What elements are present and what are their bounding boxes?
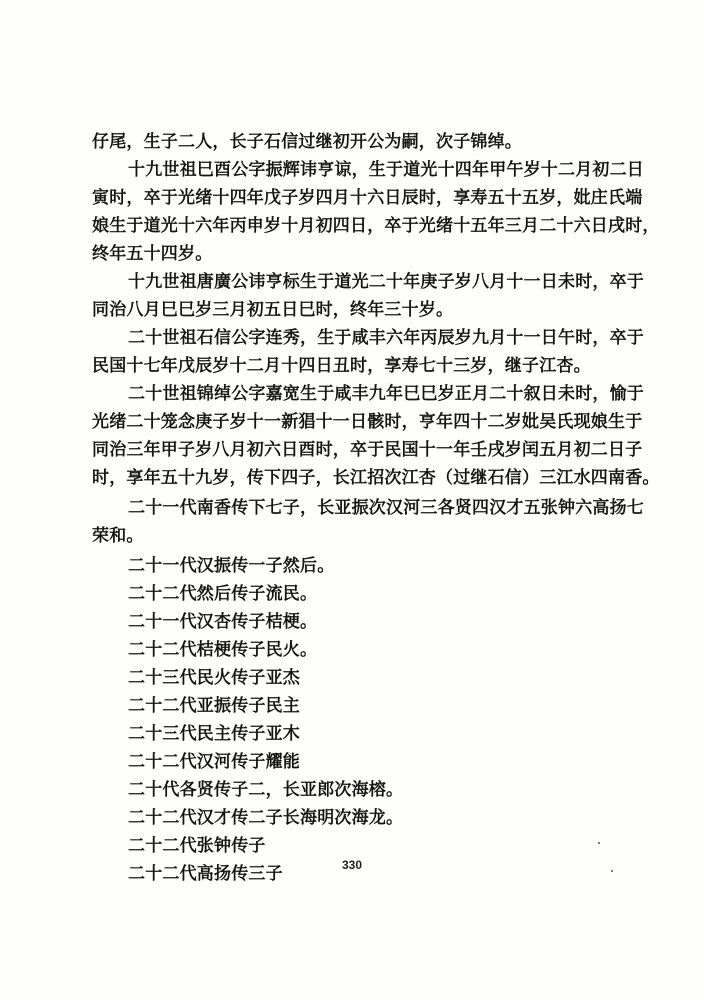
text-line: 十九世祖巳酉公字振辉讳亨谅，生于道光十四年甲午岁十二月初二日 xyxy=(128,160,644,180)
text-line: 寅时，卒于光绪十四年戊子岁四月十六日辰时，享寿五十五岁，妣庄氏端 xyxy=(92,188,643,208)
text-line: 同治三年甲子岁八月初六日酉时，卒于民国十一年壬戌岁闰五月初二日子 xyxy=(92,440,643,460)
text-line: 二十二代汉河传子耀能 xyxy=(128,752,300,772)
text-line: 十九世祖唐廣公讳亨标生于道光二十年庚子岁八月十一日未时，卒于 xyxy=(128,272,644,292)
text-line: 二十三代民火传子亚杰 xyxy=(128,668,300,688)
text-line: 终年五十四岁。 xyxy=(92,244,213,264)
text-line: 二十一代汉杏传子桔梗。 xyxy=(128,612,318,632)
text-line: 二十二代桔梗传子民火。 xyxy=(128,640,318,660)
text-line: 时，享年五十九岁，传下四子，长江招次江杏（过继石信）三江水四南香。 xyxy=(92,468,660,488)
text-line: 二十二代然后传子流民。 xyxy=(128,584,318,604)
text-line: 二十二代汉才传二子长海明次海龙。 xyxy=(128,808,404,828)
page-number: 330 xyxy=(342,858,363,872)
text-line: 仔尾，生子二人，长子石信过继初开公为嗣，次子锦绰。 xyxy=(92,132,522,152)
text-line: 二十一代汉振传一子然后。 xyxy=(128,556,335,576)
text-line: 二十世祖石信公字连秀，生于咸丰六年丙辰岁九月十一日午时，卒于 xyxy=(128,328,644,348)
text-line: 民国十七年戊辰岁十二月十四日丑时，享寿七十三岁，继子江杏。 xyxy=(92,356,591,376)
scan-speck xyxy=(611,870,613,872)
text-line: 二十世祖锦绰公字嘉宽生于咸丰九年巳巳岁正月二十叙日未时，愉于 xyxy=(128,384,644,404)
text-line: 二十一代南香传下七子，长亚振次汉河三各贤四汉才五张钟六高扬七 xyxy=(128,498,644,518)
text-line: 二十二代张钟传子 xyxy=(128,836,266,856)
text-line: 同治八月巳巳岁三月初五日巳时，终年三十岁。 xyxy=(92,300,454,320)
text-line: 二十二代高扬传三子 xyxy=(128,864,283,884)
text-line: 娘生于道光十六年丙申岁十月初四日，卒于光绪十五年三月二十六日戌时， xyxy=(92,216,660,236)
text-line: 二十二代亚振传子民主 xyxy=(128,696,300,716)
text-line: 光绪二十笼念庚子岁十一新猖十一日骸时，亨年四十二岁妣吴氏现娘生于 xyxy=(92,412,643,432)
text-line: 二十三代民主传子亚木 xyxy=(128,724,300,744)
text-line: 荣和。 xyxy=(92,526,144,546)
text-line: 二十代各贤传子二，长亚郎次海榕。 xyxy=(128,780,404,800)
scan-speck xyxy=(598,842,600,844)
